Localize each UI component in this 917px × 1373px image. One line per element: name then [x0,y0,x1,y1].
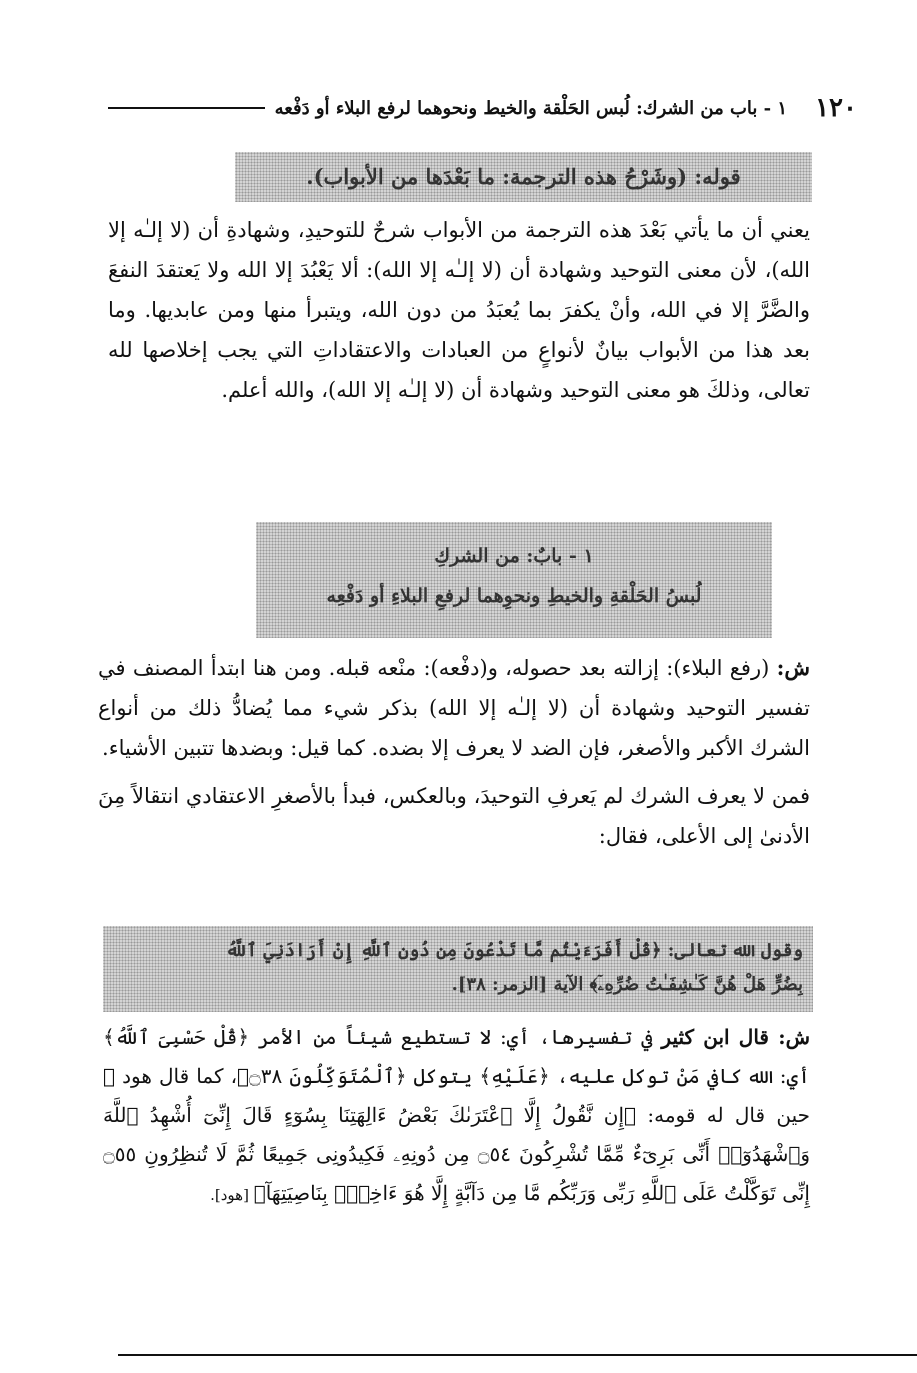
running-header [108,88,857,128]
explanation-paragraph: يعني أن ما يأتي بَعْدَ هذه الترجمة من الأبواب شرحٌ للتوحيدِ، وشهادةِ أن (لا إلـٰه إلا الله)، لأن معنى التوحيد وشهادة أن (لا إلـٰه إلا الله): ألا يَعْبُدَ إلا الله ولا يَعتقدَ النفعَ والضَّرَّ إلا في الله، وأنْ يكفرَ بما يُعبَدُ من دون الله، ويتبرأ منها ومن عابديها. وما بعد هذا من الأبواب بيانٌ لأنواعٍ من العبادات والاعتقاداتِ التي يجب إخلاصها لله تعالى، وذلكَ هو معنى التوحيد وشهادة أن (لا إلـٰه إلا الله)، والله أعلم. [108,218,810,402]
tafsir-lead: ش: قال ابن كثير [661,1025,810,1049]
tafsir-text: في تفسيرها، أي: لا تستطيع شيئاً من الأمر ﴿قُلْ حَسْبِىَ ٱللَّهُ﴾ أي: الله كافي مَنْ توكل عليه، ﴿عَلَيْهِ﴾ يتوكل ﴿ٱلْمُتَوَكِّلُونَ ۝٣٨﴾، كما قال هود ﷺ حين قال له قومه: ﴿إِن نَّقُولُ إِلَّا ٱعْتَرَىٰكَ بَعْضُ ءَالِهَتِنَا بِسُوٓءٍ قَالَ إِنِّىٓ أُشْهِدُ ٱللَّهَ وَٱشْهَدُوٓا۟ أَنِّى بَرِىٓءٌ مِّمَّا تُشْرِكُونَ ۝٥٤ مِن دُونِهِۦ فَكِيدُونِى جَمِيعًا ثُمَّ لَا تُنظِرُونِ ۝٥٥ إِنِّى تَوَكَّلْتُ عَلَى ٱللَّهِ رَبِّى وَرَبِّكُم مَّا مِن دَآبَّةٍ إِلَّا هُوَ ءَاخِذٌۢ بِنَاصِيَتِهَآ﴾ [103,1025,810,1205]
shaded-heading-text: قوله: (وشَرْحُ هذه الترجمة: ما بَعْدَها من الأبواب). [306,164,741,189]
footer-rule [118,1354,917,1356]
verse-line2: بِضُرٍّ هَلْ هُنَّ كَـٰشِفَـٰتُ ضُرِّهِۦٓ﴾ الآية [الزمر: ٣٨]. [451,974,803,995]
page-number: ١٢٠ [815,93,857,123]
chapter-heading-line1: ١ - بابٌ: من الشركِ [434,545,594,567]
commentary-paragraph-2: فمن لا يعرف الشرك لم يَعرفِ التوحيدَ، وبالعكس، فبدأ بالأصغرِ الاعتقادي انتقالاً مِنَ الأدنىٰ إلى الأعلى، فقال: [98,784,810,848]
header-rule [108,107,265,109]
chapter-heading-box [256,522,772,638]
tafsir-section [103,1018,810,1215]
commentary-marker: ش: [776,655,810,680]
commentary-section [98,648,810,856]
verse-box [103,926,813,1012]
shaded-heading-box [235,152,812,202]
explanation-section [108,210,810,410]
surah-reference: [هود]. [210,1186,254,1204]
commentary-paragraph-1 [98,648,810,768]
verse-line1: وقول الله تعالى: ﴿قُلْ أَفَرَءَيْتُم مَّا تَدْعُونَ مِن دُونِ ٱللَّهِ إِنْ أَرَادَنِيَ ٱللَّهُ [225,940,803,961]
chapter-heading-line2: لُبسُ الحَلْقةِ والخيطِ ونحوِهما لرفعِ البلاءِ أو دَفْعِه [326,585,702,607]
chapter-title: ١ - باب من الشرك: لُبس الحَلْقة والخيط ونحوهما لرفع البلاء أو دَفْعه [274,97,788,119]
tafsir-paragraph [103,1018,810,1215]
commentary-text-1: (رفع البلاء): إزالته بعد حصوله، و(دفْعه): منْعه قبله. ومن هنا ابتدأ المصنف في تفسير التوحيد وشهادة أن (لا إلـٰه إلا الله) بذكر شيء مما يُضادُّ ذلك من أنواع الشرك الأكبر والأصغر، فإن الضد لا يعرف إلا بضده. كما قيل: وبضدها تتبين الأشياء. [98,656,810,760]
